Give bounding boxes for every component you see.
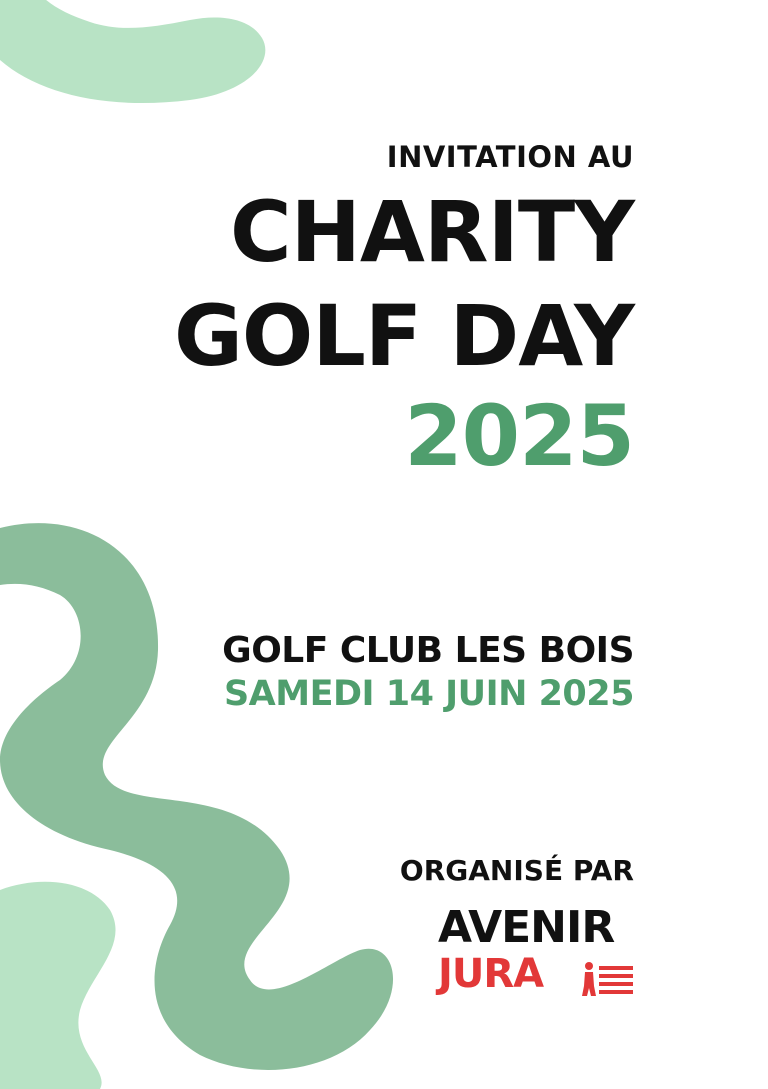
event-date: SAMEDI 14 JUIN 2025 — [223, 674, 634, 714]
logo-word-jura: JURA — [438, 951, 544, 997]
organised-by-label: ORGANISÉ PAR — [399, 854, 634, 887]
event-venue: GOLF CLUB LES BOIS — [222, 630, 634, 671]
top-light-green-blob — [0, 0, 265, 103]
figure-and-stripes-icon — [581, 960, 635, 998]
title-year: 2025 — [404, 387, 634, 485]
logo-word-avenir: AVENIR — [438, 902, 615, 953]
title-charity: CHARITY — [229, 183, 634, 281]
invitation-label: INVITATION AU — [386, 140, 634, 174]
bottom-light-green-blob — [0, 882, 116, 1089]
avenir-jura-logo — [436, 902, 636, 1001]
title-golf-day: GOLF DAY — [173, 287, 634, 385]
